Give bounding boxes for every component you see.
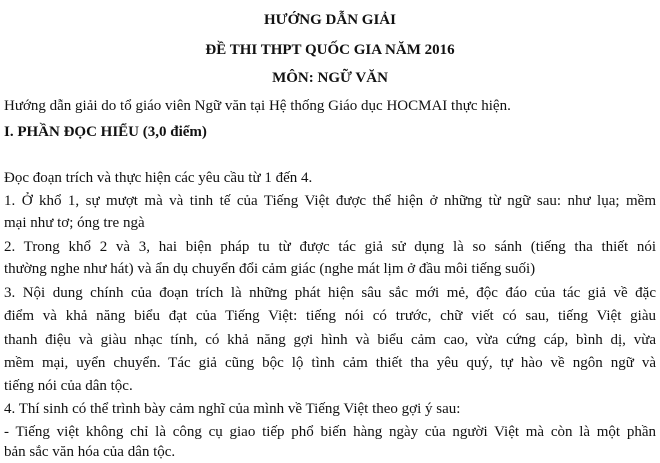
answer-3-line-5: tiếng nói của dân tộc. [4, 378, 133, 394]
answer-4-line-1: 4. Thí sinh có thể trình bày cảm nghĩ của mình về Tiếng Việt theo gợi ý sau: [4, 401, 461, 417]
section-heading: I. PHẦN ĐỌC HIỂU (3,0 điểm) [4, 124, 207, 140]
answer-2-line-1: 2. Trong khổ 2 và 3, hai biện pháp tu từ được tác giả sử dụng là so sánh (tiếng tha thiết nói [4, 239, 656, 255]
instruction-text: Đọc đoạn trích và thực hiện các yêu cầu từ 1 đến 4. [4, 170, 313, 186]
title-line-2: ĐỀ THI THPT QUỐC GIA NĂM 2016 [205, 42, 455, 58]
title-line-3: MÔN: NGỮ VĂN [272, 70, 388, 86]
answer-3-line-4: mềm mại, uyển chuyển. Tác giả cũng bộc lộ tình cảm thiết tha yêu quý, tự hào về ngôn ngữ và [4, 355, 656, 371]
answer-1-line-2: mại như tơ; óng tre ngà [4, 215, 145, 231]
answer-3-line-3: thanh điệu và giàu nhạc tính, có khả năng gợi hình và biểu cảm cao, vừa cứng cáp, bình dị, vừa [4, 332, 656, 348]
answer-2-line-2: thường nghe như hát) và ẩn dụ chuyển đổi cảm giác (nghe mát lịm ở đầu môi tiếng suối) [4, 261, 536, 277]
answer-4-line-3: bản sắc văn hóa của dân tộc. [4, 444, 176, 460]
answer-3-line-1: 3. Nội dung chính của đoạn trích là những phát hiện sâu sắc mới mẻ, độc đáo của tác giả về đặc [4, 285, 656, 301]
title-line-1: HƯỚNG DẪN GIẢI [264, 12, 396, 28]
answer-3-line-2: điểm và khả năng biểu đạt của Tiếng Việt: tiếng nói có trước, chữ viết có sau, tiếng Việt giàu [4, 308, 656, 324]
answer-1-line-1: 1. Ở khổ 1, sự mượt mà và tinh tế của Tiếng Việt được thể hiện ở những từ ngữ sau: như lụa; mềm [4, 193, 656, 209]
answer-4-line-2: - Tiếng việt không chỉ là công cụ giao tiếp phổ biến hàng ngày của người Việt mà còn là một phần [4, 424, 656, 440]
intro-text: Hướng dẫn giải do tổ giáo viên Ngữ văn tại Hệ thống Giáo dục HOCMAI thực hiện. [4, 98, 511, 114]
